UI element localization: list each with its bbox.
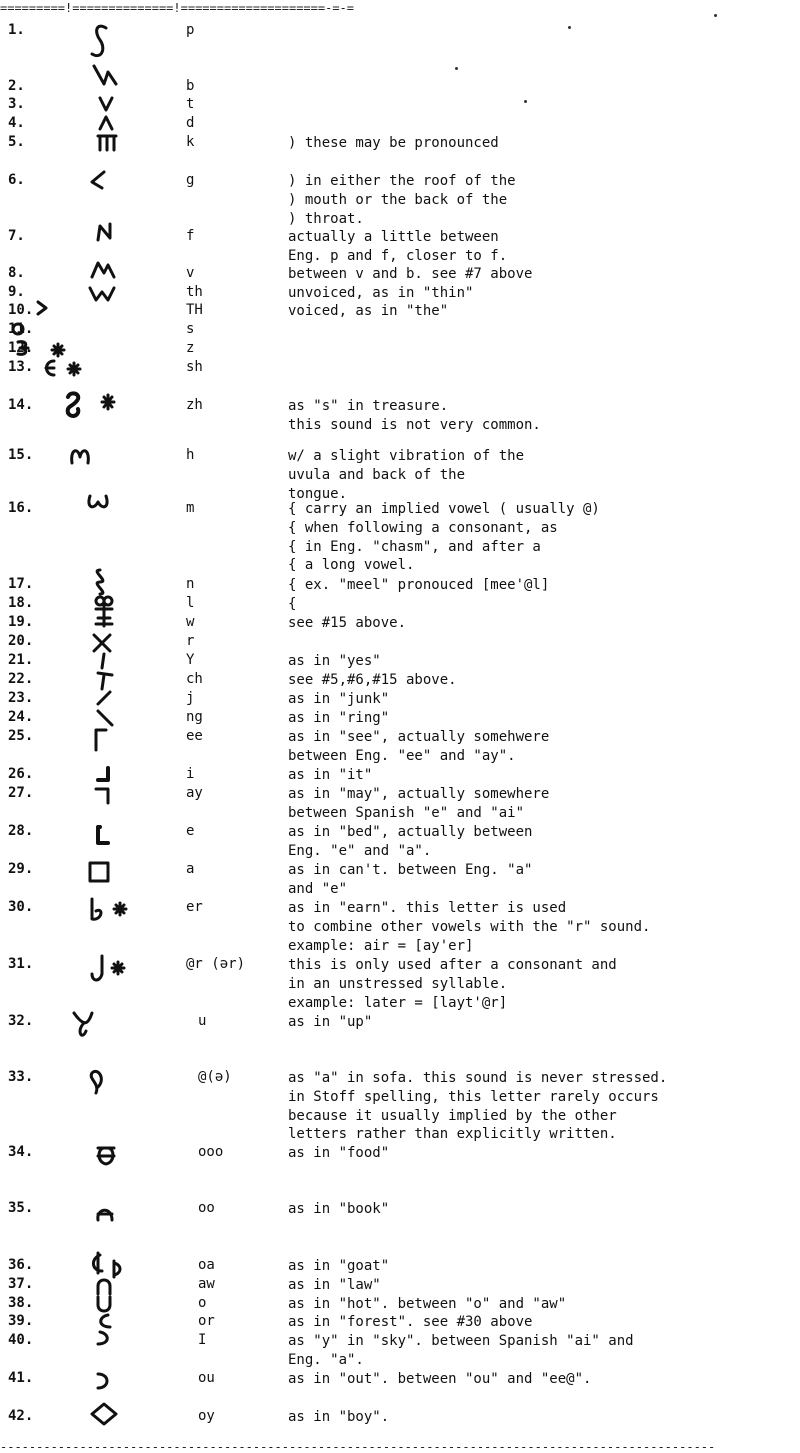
description-line: in an unstressed syllable.	[288, 975, 508, 992]
description-line: as in "forest". see #30 above	[288, 1314, 533, 1330]
entry-description	[288, 823, 532, 861]
entry-description	[288, 1313, 532, 1332]
speck	[524, 100, 527, 103]
romanization: z	[186, 340, 195, 356]
description-line: as in "out". between "ou" and "ee@".	[288, 1371, 592, 1387]
description-line: as in "earn". this letter is used	[288, 900, 567, 916]
romanization: k	[186, 134, 195, 150]
description-line: example: air = [ay'er]	[288, 937, 474, 954]
description-line: and "e"	[288, 880, 348, 897]
description-line: example: later = [layt'@r]	[288, 994, 508, 1011]
entry-number: 11.	[8, 321, 34, 337]
description-line: w/ a slight vibration of the	[288, 448, 525, 464]
description-line: see #15 above.	[288, 615, 407, 631]
entry-number: 8.	[8, 265, 25, 281]
header-rule: =========!==============!====================-=-=	[0, 2, 355, 14]
romanization: p	[186, 22, 195, 38]
ee-symbol	[60, 728, 140, 762]
entry-number: 41.	[8, 1370, 34, 1386]
entry-description	[288, 785, 549, 823]
entry-description	[288, 1200, 389, 1219]
romanization: zh	[186, 397, 203, 413]
entry-number: 7.	[8, 228, 25, 244]
romanization: u	[198, 1013, 207, 1029]
description-line: { in Eng. "chasm", and after a	[288, 538, 541, 555]
entry-number: 28.	[8, 823, 34, 839]
entry-number: 17.	[8, 576, 34, 592]
entry-number: 18.	[8, 595, 34, 611]
entry-number: 15.	[8, 447, 34, 463]
romanization: ng	[186, 709, 203, 725]
sh-symbol	[20, 357, 100, 391]
description-line: as in can't. between Eng. "a"	[288, 862, 533, 878]
description-line: tongue.	[288, 485, 348, 502]
description-line: ) these may be pronounced	[288, 135, 499, 151]
romanization: oa	[198, 1257, 215, 1273]
description-line: because it usually implied by the other	[288, 1107, 617, 1124]
entry-description	[288, 1013, 372, 1032]
entry-number: 35.	[8, 1200, 34, 1216]
romanization: d	[186, 115, 195, 131]
a-symbol	[60, 859, 140, 893]
entry-number: 3.	[8, 96, 25, 112]
romanization: b	[186, 78, 195, 94]
romanization: oy	[198, 1408, 215, 1424]
p-symbol	[60, 20, 140, 54]
romanization: or	[198, 1313, 215, 1329]
oy-symbol	[72, 1402, 152, 1436]
entry-description	[288, 728, 549, 766]
entry-number: 33.	[8, 1069, 34, 1085]
entry-description	[288, 1069, 667, 1144]
entry-number: 27.	[8, 785, 34, 801]
description-line: as in "food"	[288, 1145, 390, 1161]
speck	[714, 14, 717, 17]
romanization: Y	[186, 652, 195, 668]
description-line: as "y" in "sky". between Spanish "ai" and	[288, 1333, 634, 1349]
romanization: l	[186, 595, 195, 611]
romanization: r	[186, 633, 195, 649]
entry-description	[288, 302, 448, 321]
entry-number: 30.	[8, 899, 34, 915]
entry-number: 6.	[8, 172, 25, 188]
entry-description	[288, 652, 381, 671]
speck	[568, 26, 571, 29]
entry-number: 1.	[8, 22, 25, 38]
ooo-symbol	[68, 1142, 148, 1176]
description-line: as in "boy".	[288, 1409, 390, 1425]
description-line: as in "book"	[288, 1201, 390, 1217]
description-line: as in "hot". between "o" and "aw"	[288, 1296, 567, 1312]
romanization: e	[186, 823, 195, 839]
description-line: { carry an implied vowel ( usually @)	[288, 501, 600, 517]
description-line: voiced, as in "the"	[288, 303, 449, 319]
description-line: ) mouth or the back of the	[288, 191, 508, 208]
entry-number: 36.	[8, 1257, 34, 1273]
romanization: @(ə)	[198, 1069, 232, 1085]
romanization: a	[186, 861, 195, 877]
entry-description	[288, 1408, 389, 1427]
romanization: s	[186, 321, 195, 337]
u-symbol	[68, 1009, 148, 1043]
zh-symbol	[54, 389, 134, 423]
b-symbol	[60, 64, 140, 98]
entry-description	[288, 500, 600, 575]
description-line: as in "yes"	[288, 653, 381, 669]
entry-description	[288, 1144, 389, 1163]
description-line: as in "see", actually somehwere	[288, 729, 550, 745]
entry-description	[288, 690, 389, 709]
romanization: er	[186, 899, 203, 915]
description-line: between v and b. see #7 above	[288, 266, 533, 282]
entry-description	[288, 134, 499, 153]
entry-number: 2.	[8, 78, 25, 94]
description-line: { ex. "meel" pronouced [mee'@l]	[288, 577, 550, 593]
romanization: I	[198, 1332, 207, 1348]
romanization: o	[198, 1295, 207, 1311]
description-line: between Eng. "ee" and "ay".	[288, 747, 516, 764]
entry-description	[288, 265, 532, 284]
romanization: t	[186, 96, 195, 112]
entry-number: 4.	[8, 115, 25, 131]
entry-number: 24.	[8, 709, 34, 725]
speck	[455, 67, 458, 70]
oo-symbol	[68, 1198, 148, 1232]
description-line: as in "goat"	[288, 1258, 390, 1274]
entry-description	[288, 172, 516, 228]
er-symbol	[60, 893, 140, 927]
entry-description	[288, 1332, 634, 1370]
entry-number: 39.	[8, 1313, 34, 1329]
entry-description	[288, 1370, 591, 1389]
entry-description	[288, 1257, 389, 1276]
entry-number: 9.	[8, 284, 25, 300]
description-line: {	[288, 596, 297, 612]
description-line: as in "ring"	[288, 710, 390, 726]
description-line: letters rather than explicitly written.	[288, 1126, 617, 1143]
romanization: @r (ər)	[186, 956, 246, 972]
entry-description	[288, 671, 457, 690]
entry-description	[288, 709, 389, 728]
entry-description	[288, 614, 406, 633]
entry-number: 37.	[8, 1276, 34, 1292]
description-line: as "a" in sofa. this sound is never stressed.	[288, 1070, 668, 1086]
entry-number: 34.	[8, 1144, 34, 1160]
romanization: ooo	[198, 1144, 224, 1160]
entry-description	[288, 766, 372, 785]
description-line: as in "it"	[288, 767, 373, 783]
ou-symbol	[72, 1370, 152, 1404]
description-line: this is only used after a consonant and	[288, 957, 617, 973]
description-line: Eng. "a".	[288, 1351, 364, 1368]
entry-number: 40.	[8, 1332, 34, 1348]
entry-description	[288, 595, 296, 614]
entry-number: 25.	[8, 728, 34, 744]
romanization: v	[186, 265, 195, 281]
romanization: aw	[198, 1276, 215, 1292]
entry-description	[288, 899, 650, 955]
entry-description	[288, 956, 617, 1012]
romanization: oo	[198, 1200, 215, 1216]
romanization: th	[186, 284, 203, 300]
entry-number: 42.	[8, 1408, 34, 1424]
entry-description	[288, 1276, 381, 1295]
k-symbol	[60, 132, 140, 166]
romanization: TH	[186, 302, 203, 318]
description-line: in Stoff spelling, this letter rarely occurs	[288, 1088, 659, 1105]
entry-number: 22.	[8, 671, 34, 687]
description-line: see #5,#6,#15 above.	[288, 672, 457, 688]
description-line: as "s" in treasure.	[288, 398, 449, 414]
entry-number: 13.	[8, 359, 34, 375]
e-symbol	[60, 823, 140, 857]
description-line: { when following a consonant, as	[288, 519, 558, 536]
description-line: between Spanish "e" and "ai"	[288, 804, 525, 821]
description-line: as in "bed", actually between	[288, 824, 533, 840]
footer-rule: ---------------------------------------------------------------------------------------------------	[0, 1441, 716, 1453]
description-line: uvula and back of the	[288, 466, 466, 483]
description-line: as in "law"	[288, 1277, 381, 1293]
romanization: m	[186, 500, 195, 516]
m-symbol	[60, 494, 140, 528]
description-line: as in "up"	[288, 1014, 373, 1030]
description-line: unvoiced, as in "thin"	[288, 285, 474, 301]
romanization: f	[186, 228, 195, 244]
entry-number: 31.	[8, 956, 34, 972]
entry-number: 23.	[8, 690, 34, 706]
description-line: { a long vowel.	[288, 557, 415, 574]
entry-number: 32.	[8, 1013, 34, 1029]
romanization: n	[186, 576, 195, 592]
ay-symbol	[60, 785, 140, 819]
romanization: i	[186, 766, 195, 782]
entry-number: 21.	[8, 652, 34, 668]
entry-description	[288, 1295, 566, 1314]
description-line: Eng. p and f, closer to f.	[288, 247, 508, 264]
entry-number: 26.	[8, 766, 34, 782]
h-symbol	[56, 441, 136, 475]
description-line: ) in either the roof of the	[288, 173, 516, 189]
description-line: actually a little between	[288, 229, 499, 245]
entry-description	[288, 861, 532, 899]
entry-number: 29.	[8, 861, 34, 877]
entry-number: 5.	[8, 134, 25, 150]
entry-number: 20.	[8, 633, 34, 649]
romanization: sh	[186, 359, 203, 375]
description-line: ) throat.	[288, 210, 364, 227]
romanization: ch	[186, 671, 203, 687]
g-symbol	[60, 168, 140, 202]
entry-number: 38.	[8, 1295, 34, 1311]
entry-number: 14.	[8, 397, 34, 413]
entry-description	[288, 228, 507, 266]
description-line: as in "junk"	[288, 691, 390, 707]
schwa-r-symbol	[60, 952, 140, 986]
romanization: w	[186, 614, 195, 630]
romanization: ou	[198, 1370, 215, 1386]
entry-description	[288, 447, 524, 503]
romanization: g	[186, 172, 195, 188]
romanization: h	[186, 447, 195, 463]
entry-number: 16.	[8, 500, 34, 516]
entry-description	[288, 284, 473, 303]
f-symbol	[60, 222, 140, 256]
schwa-symbol	[68, 1065, 148, 1099]
description-line: this sound is not very common.	[288, 416, 541, 433]
entry-number: 12.	[8, 340, 34, 356]
romanization: ee	[186, 728, 203, 744]
entry-description	[288, 397, 541, 435]
I-symbol	[68, 1330, 148, 1364]
entry-number: 19.	[8, 614, 34, 630]
entry-description	[288, 576, 549, 595]
description-line: as in "may", actually somewhere	[288, 786, 550, 802]
romanization: j	[186, 690, 195, 706]
description-line: Eng. "e" and "a".	[288, 842, 432, 859]
entry-number: 10.	[8, 302, 34, 318]
romanization: ay	[186, 785, 203, 801]
description-line: to combine other vowels with the "r" sound.	[288, 918, 651, 935]
